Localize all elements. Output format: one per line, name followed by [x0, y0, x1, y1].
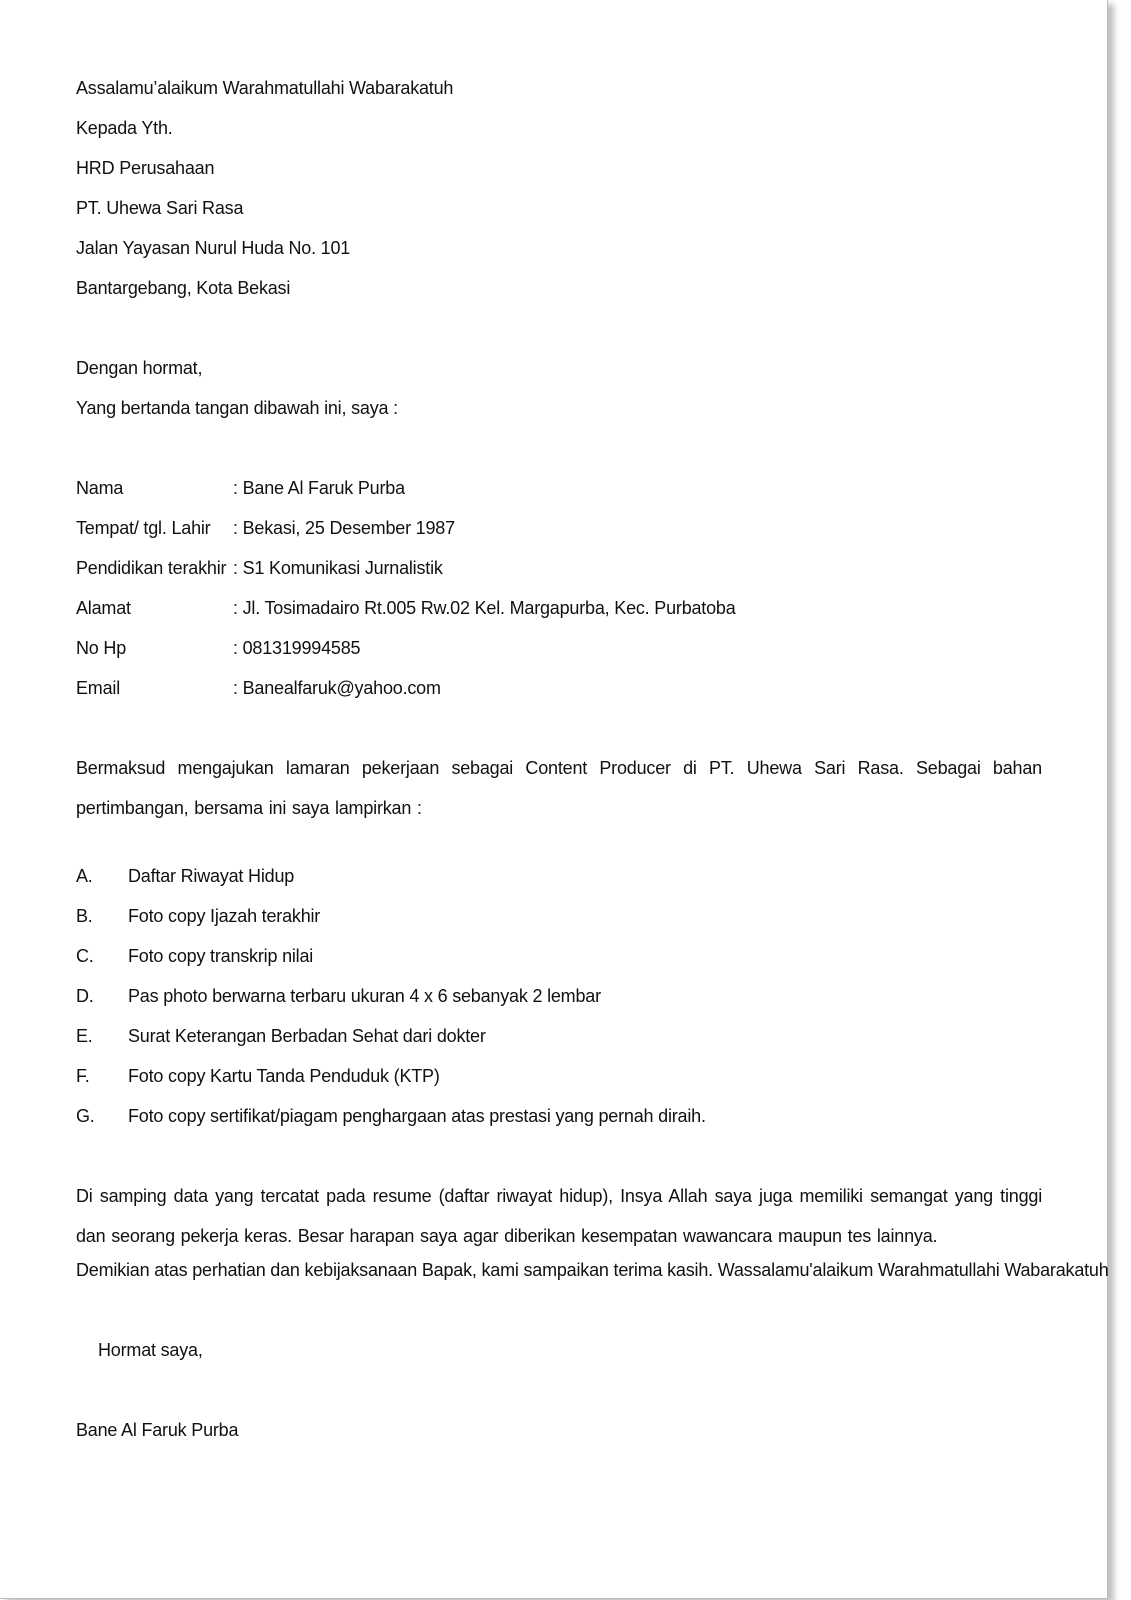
spacer	[76, 1376, 1046, 1416]
list-item-text: Foto copy transkrip nilai	[128, 946, 314, 966]
signature-name: Bane Al Faruk Purba	[76, 1420, 239, 1440]
field-value: : Bane Al Faruk Purba	[233, 478, 405, 498]
list-item-text: Surat Keterangan Berbadan Sehat dari dokter	[128, 1026, 486, 1046]
recipient-line: HRD Perusahaan	[76, 158, 215, 178]
list-item-text: Pas photo berwarna terbaru ukuran 4 x 6 sebanyak 2 lembar	[128, 986, 601, 1006]
spacer	[76, 314, 1046, 354]
intro-line: Yang bertanda tangan dibawah ini, saya :	[76, 398, 398, 418]
spacer	[76, 434, 1046, 474]
field-value: : Banealfaruk@yahoo.com	[233, 678, 441, 698]
purpose-paragraph: Bermaksud mengajukan lamaran pekerjaan sebagai Content Producer di PT. Uhewa Sari Rasa. Sebagai bahan pertimbangan, bersama ini saya lampirkan :	[76, 758, 1042, 818]
list-marker: G.	[76, 1106, 95, 1126]
sign-off: Hormat saya,	[98, 1340, 203, 1360]
attachment-list	[76, 862, 1046, 1142]
list-marker: B.	[76, 906, 93, 926]
field-row-email	[76, 674, 1046, 714]
spacer	[76, 828, 1046, 862]
list-item	[76, 1062, 1046, 1102]
list-item	[76, 902, 1046, 942]
field-value: : S1 Komunikasi Jurnalistik	[233, 558, 443, 578]
field-label: Email	[76, 678, 121, 698]
letter-body	[76, 74, 1109, 1456]
spacer	[76, 1296, 1046, 1336]
field-value: : Jl. Tosimadairo Rt.005 Rw.02 Kel. Margapurba, Kec. Purbatoba	[233, 598, 736, 618]
recipient-block	[76, 114, 1046, 314]
list-item-text: Daftar Riwayat Hidup	[128, 866, 295, 886]
salutation: Dengan hormat,	[76, 358, 203, 378]
list-marker: D.	[76, 986, 94, 1006]
field-row-nama	[76, 474, 1046, 514]
list-item	[76, 982, 1046, 1022]
list-item-text: Foto copy Ijazah terakhir	[128, 906, 321, 926]
field-row-tempat-tgl-lahir	[76, 514, 1046, 554]
list-item	[76, 942, 1046, 982]
list-item-text: Foto copy sertifikat/piagam penghargaan atas prestasi yang pernah diraih.	[128, 1106, 706, 1126]
recipient-line: Kepada Yth.	[76, 118, 173, 138]
recipient-line: Bantargebang, Kota Bekasi	[76, 278, 291, 298]
field-row-pendidikan	[76, 554, 1046, 594]
field-label: Tempat/ tgl. Lahir	[76, 518, 211, 538]
closing-paragraph: Di samping data yang tercatat pada resume (daftar riwayat hidup), Insya Allah saya juga memiliki semangat yang tinggi dan seorang pekerja keras. Besar harapan saya agar diberikan kesempatan wawancara maupun tes lainnya.	[76, 1186, 1042, 1246]
recipient-line: PT. Uhewa Sari Rasa	[76, 198, 244, 218]
list-item	[76, 1102, 1046, 1142]
personal-details	[76, 474, 1046, 714]
list-marker: C.	[76, 946, 94, 966]
field-value: : 081319994585	[233, 638, 361, 658]
field-value: : Bekasi, 25 Desember 1987	[233, 518, 455, 538]
field-label: Alamat	[76, 598, 131, 618]
thanks-line: Demikian atas perhatian dan kebijaksanaan Bapak, kami sampaikan terima kasih. Wassalamu'alaikum Warahmatullahi Wabarakatuh	[76, 1260, 1109, 1280]
list-marker: A.	[76, 866, 93, 886]
list-marker: F.	[76, 1066, 90, 1086]
recipient-line: Jalan Yayasan Nurul Huda No. 101	[76, 238, 351, 258]
list-item	[76, 1022, 1046, 1062]
field-label: Pendidikan terakhir	[76, 558, 227, 578]
field-row-no-hp	[76, 634, 1046, 674]
field-label: No Hp	[76, 638, 127, 658]
list-marker: E.	[76, 1026, 93, 1046]
list-item	[76, 862, 1046, 902]
field-label: Nama	[76, 478, 124, 498]
field-row-alamat	[76, 594, 1046, 634]
greeting: Assalamu’alaikum Warahmatullahi Wabarakatuh	[76, 78, 454, 98]
list-item-text: Foto copy Kartu Tanda Penduduk (KTP)	[128, 1066, 440, 1086]
